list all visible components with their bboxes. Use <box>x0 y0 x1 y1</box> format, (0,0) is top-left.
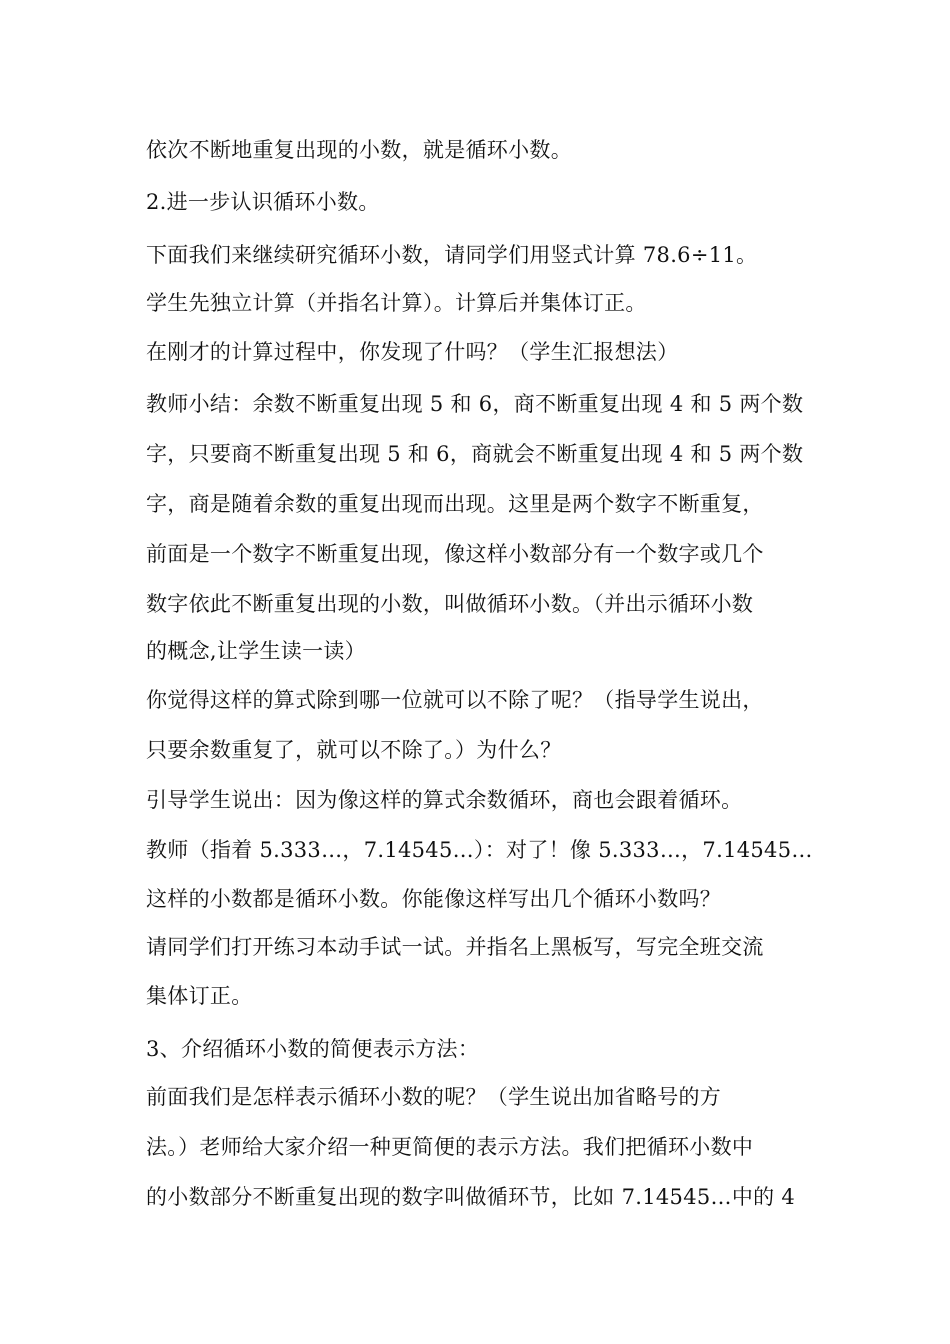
text-line: 数字依此不断重复出现的小数，叫做循环小数。（并出示循环小数 <box>146 592 754 616</box>
section-heading: 2.进一步认识循环小数。 <box>146 190 380 214</box>
text-line: 下面我们来继续研究循环小数，请同学们用竖式计算 78.6÷11。 <box>146 243 758 267</box>
text-line: 字，只要商不断重复出现 5 和 6，商就会不断重复出现 4 和 5 两个数 <box>146 442 804 466</box>
text-line: 前面是一个数字不断重复出现，像这样小数部分有一个数字或几个 <box>146 542 764 566</box>
section-heading: 3、介绍循环小数的简便表示方法： <box>146 1037 480 1061</box>
text-line: 的概念,让学生读一读） <box>146 639 366 663</box>
text-line: 学生先独立计算（并指名计算）。计算后并集体订正。 <box>146 291 647 315</box>
text-line: 集体订正。 <box>146 984 253 1008</box>
text-line: 教师（指着 5.333…，7.14545…）：对了！像 5.333…，7.14545… <box>146 838 813 862</box>
text-line: 只要余数重复了，就可以不除了。）为什么？ <box>146 738 562 762</box>
text-line: 教师小结：余数不断重复出现 5 和 6，商不断重复出现 4 和 5 两个数 <box>146 392 804 416</box>
text-line: 在刚才的计算过程中，你发现了什吗？（学生汇报想法） <box>146 340 679 364</box>
text-line: 法。）老师给大家介绍一种更简便的表示方法。我们把循环小数中 <box>146 1135 754 1159</box>
text-line: 请同学们打开练习本动手试一试。并指名上黑板写，写完全班交流 <box>146 935 764 959</box>
text-line: 引导学生说出：因为像这样的算式余数循环，商也会跟着循环。 <box>146 788 743 812</box>
text-line: 你觉得这样的算式除到哪一位就可以不除了呢？（指导学生说出， <box>146 688 764 712</box>
text-line: 字，商是随着余数的重复出现而出现。这里是两个数字不断重复， <box>146 492 764 516</box>
text-line: 依次不断地重复出现的小数，就是循环小数。 <box>146 138 572 162</box>
text-line: 的小数部分不断重复出现的数字叫做循环节，比如 7.14545…中的 4 <box>146 1185 796 1209</box>
text-line: 前面我们是怎样表示循环小数的呢？（学生说出加省略号的方 <box>146 1085 722 1109</box>
text-line: 这样的小数都是循环小数。你能像这样写出几个循环小数吗？ <box>146 887 722 911</box>
